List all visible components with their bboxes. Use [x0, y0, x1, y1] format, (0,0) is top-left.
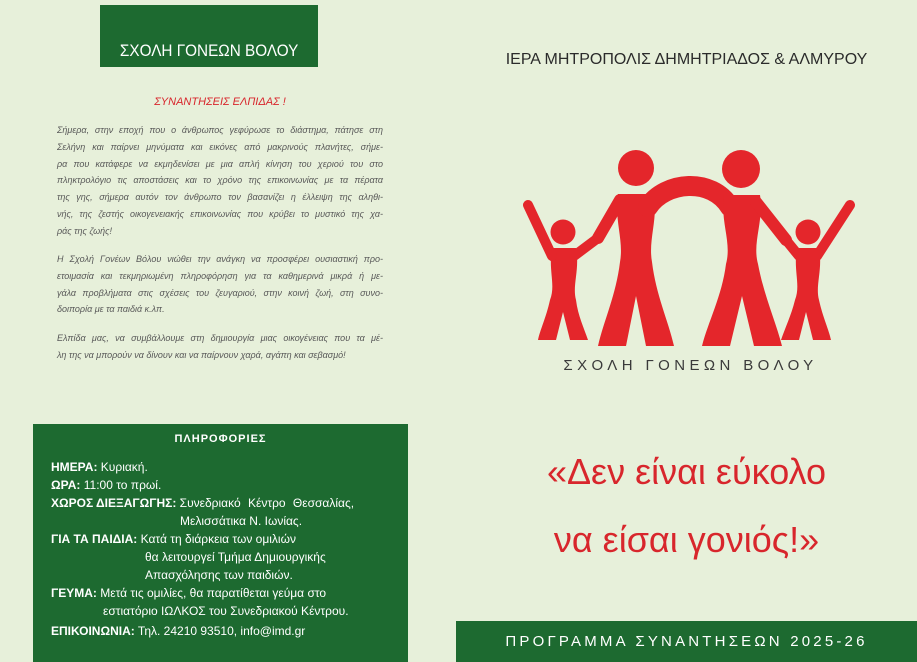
info-row-day [51, 458, 354, 476]
info-row-time [51, 476, 354, 494]
info-value-continuation: Μελισσάτικα Ν. Ιωνίας. [180, 514, 303, 528]
meetings-of-hope-heading: ΣΥΝΑΝΤΗΣΕΙΣ ΕΛΠΙΔΑΣ ! [154, 96, 286, 108]
paragraph-line: της γης, σήμερα αυτόν τον άνθρωπο τον βασανίζει η έλλειψη της αληθι- [57, 192, 383, 203]
logo-caption: ΣΧΟΛΗ ΓΟΝΕΩΝ ΒΟΛΟΥ [563, 357, 818, 374]
paragraph-line: δοιπορία με τα παιδιά κ.λπ. [57, 304, 165, 315]
paragraph-line: ρα που κατάφερε να εκμηδενίσει με μια απλή κίνηση του χεριού του στο [57, 158, 383, 169]
paragraph-line: νής, της ζεστής οικογενειακής επικοινωνίας που κρύβει το μυστικό της χα- [57, 208, 383, 219]
intro-paragraph-1 [57, 122, 383, 240]
information-list [51, 458, 354, 640]
child-left-body [538, 248, 588, 340]
school-title-box [100, 5, 318, 67]
intro-paragraph-2 [57, 251, 383, 318]
child-right-body [781, 248, 831, 340]
info-value-continuation: Απασχόλησης των παιδιών. [145, 568, 293, 582]
info-value: Μετά τις ομιλίες, θα παρατίθεται γεύμα στο [100, 586, 327, 600]
adult-left-arm [598, 200, 620, 238]
info-value-continuation: θα λειτουργεί Τμήμα Δημιουργικής [145, 550, 326, 564]
info-label: ΗΜΕΡΑ: [51, 460, 98, 474]
slogan-line-1: «Δεν είναι εύκολο [546, 451, 827, 492]
paragraph-line: ράς της ζωής! [57, 225, 113, 236]
paragraph-line: Σήμερα, στην εποχή που ο άνθρωπος γεφύρωσε το διάστημα, πάτησε στη [57, 125, 383, 135]
logo-child-right-figure [781, 205, 850, 340]
logo-joined-arms-arch [648, 186, 730, 207]
child-right-held-arm [786, 240, 799, 256]
information-box [33, 424, 408, 662]
info-row-meal [51, 584, 354, 602]
child-left-head [551, 220, 576, 245]
paragraph-line: γάλα προβλήματα στις σχέσεις του ζευγαριού, στην κοινή ζωή, στη συνο- [57, 287, 383, 298]
child-left-raised-arm [528, 205, 552, 256]
organization-name: ΙΕΡΑ ΜΗΤΡΟΠΟΛΙΣ ΔΗΜΗΤΡΙΑΔΟΣ & ΑΛΜΥΡΟΥ [505, 51, 868, 68]
adult-right-arm [756, 202, 786, 240]
intro-paragraph-3 [57, 330, 383, 364]
child-right-raised-arm [817, 205, 850, 256]
info-label: ΧΩΡΟΣ ΔΙΕΞΑΓΩΓΗΣ: [51, 496, 177, 510]
program-title: ΠΡΟΓΡΑΜΜΑ ΣΥΝΑΝΤΗΣΕΩΝ 2025-26 [505, 633, 868, 650]
adult-left-head [618, 150, 654, 186]
school-title: ΣΧΟΛΗ ΓΟΝΕΩΝ ΒΟΛΟΥ [119, 41, 299, 60]
info-value: Κατά τη διάρκεια των ομιλιών [140, 532, 296, 546]
info-row-venue [51, 494, 354, 512]
paragraph-line: Σελήνη και παίρνει μηνύματα και εικόνες από μακρινούς πλανήτες, σήμε- [57, 141, 383, 152]
family-logo-icon [520, 145, 860, 350]
logo-adult-right-figure [702, 150, 786, 346]
info-value: 11:00 το πρωί. [83, 478, 162, 492]
child-right-head [796, 220, 821, 245]
info-label: ΩΡΑ: [51, 478, 81, 492]
information-heading: ΠΛΗΡΟΦΟΡΙΕΣ [174, 433, 267, 445]
info-label: ΕΠΙΚΟΙΝΩΝΙΑ: [51, 624, 135, 638]
info-value-continuation: εστιατόριο ΙΩΛΚΟΣ του Συνεδριακού Κέντρου. [103, 604, 349, 618]
logo-adult-left-figure [598, 150, 674, 346]
logo-child-left-figure [528, 205, 598, 340]
info-label: ΓΙΑ ΤΑ ΠΑΙΔΙΑ: [51, 532, 138, 546]
paragraph-line: λη της να μπορούν να δίνουν και να παίρνουν χαρά, αγάπη και σεβασμό! [57, 349, 346, 360]
info-value: Κυριακή. [100, 460, 148, 474]
slogan-line-2: να είσαι γονιός!» [553, 519, 820, 560]
paragraph-line: ετοιμασία και τεκμηριωμένη πληροφόρηση για τα καθημερινά μικρά ή με- [57, 270, 383, 281]
info-row-contact [51, 622, 354, 640]
info-value: Συνεδριακό Κέντρο Θεσσαλίας, [179, 496, 355, 510]
info-row-children [51, 530, 354, 548]
info-label: ΓΕΥΜΑ: [51, 586, 97, 600]
paragraph-line: Ελπίδα μας, να συμβάλλουμε στη δημιουργία μιας οικογένειας που τα μέ- [57, 333, 383, 343]
adult-right-head [722, 150, 760, 188]
program-band [456, 621, 917, 662]
school-title-wrapper [100, 41, 318, 61]
info-value: Τηλ. 24210 93510, info@imd.gr [137, 624, 306, 638]
paragraph-line: πληκτρολόγιο τις αποστάσεις και το χρόνο της επικοινωνίας με τα πέρατα [57, 175, 383, 186]
paragraph-line: Η Σχολή Γονέων Βόλου νιώθει την ανάγκη να προσφέρει ουσιαστική προ- [57, 254, 383, 264]
